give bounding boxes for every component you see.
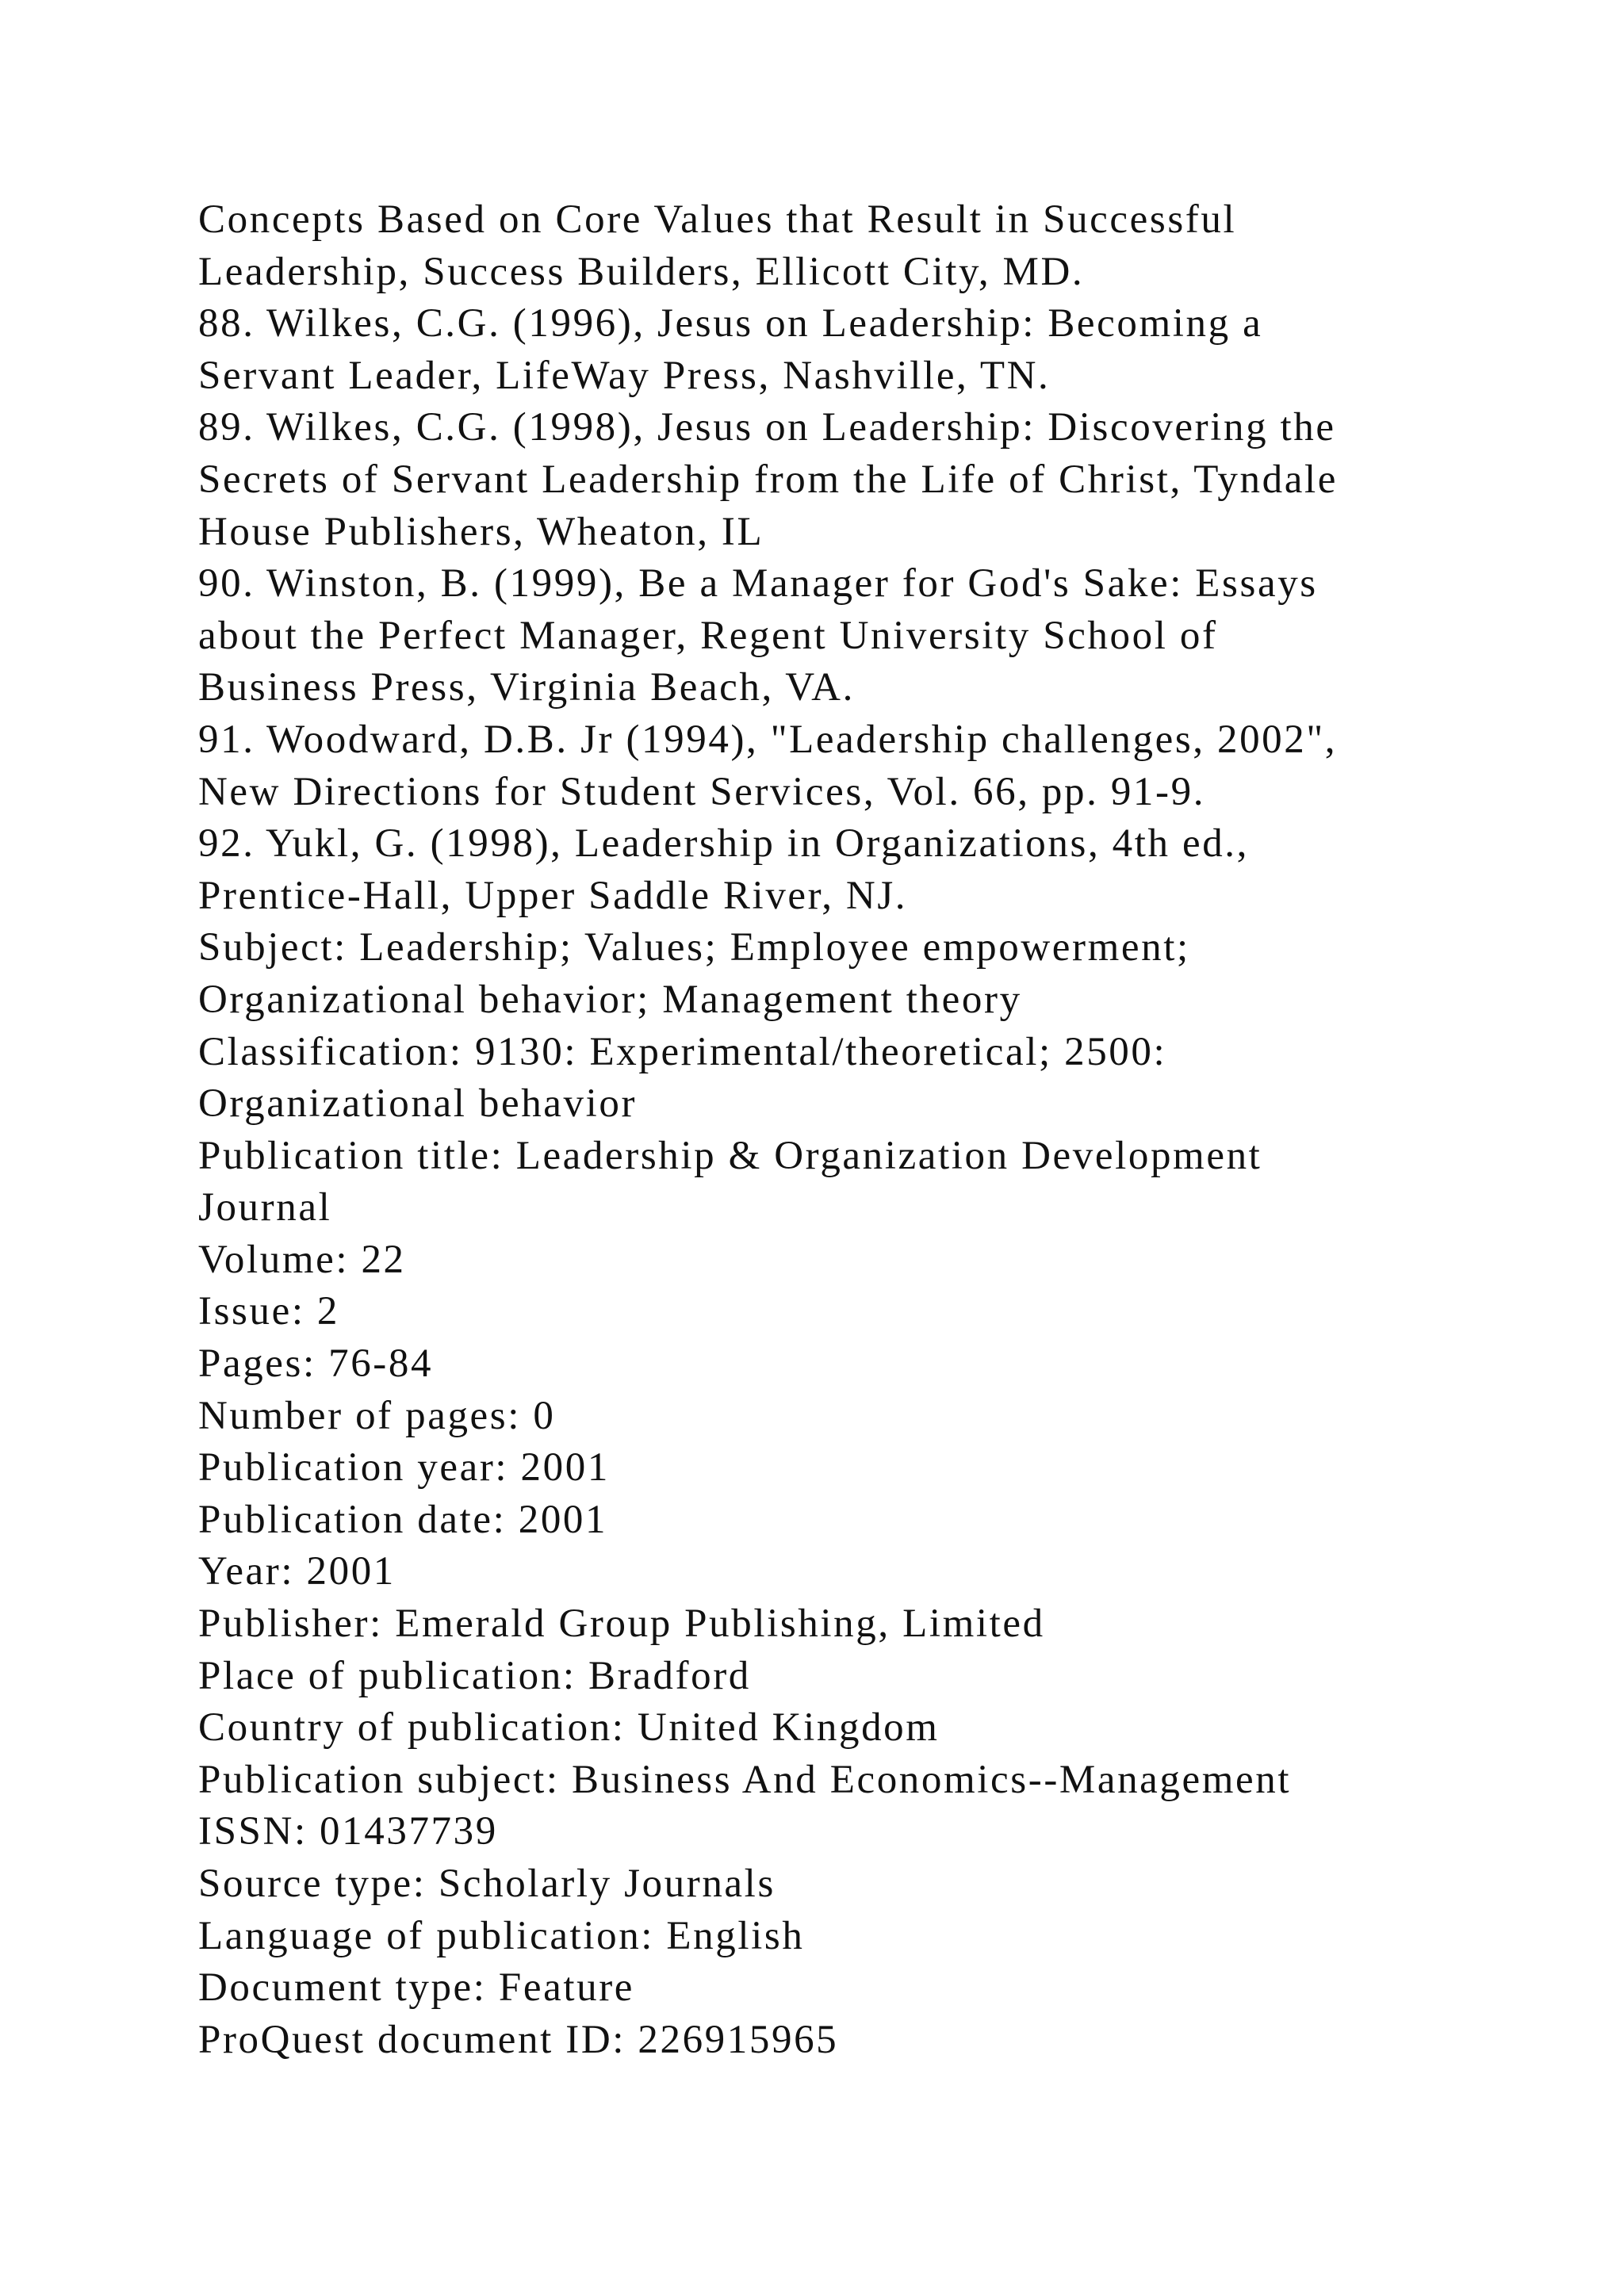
reference-89-line: House Publishers, Wheaton, IL	[198, 509, 764, 554]
reference-89-line: Secrets of Servant Leadership from the Life of Christ, Tyndale	[198, 457, 1338, 502]
classification-field: Classification: 9130: Experimental/theoretical; 2500:	[198, 1029, 1167, 1074]
classification-field: Organizational behavior	[198, 1081, 638, 1127]
reference-88-line: 88. Wilkes, C.G. (1996), Jesus on Leadership: Becoming a	[198, 301, 1263, 346]
publication-subject-field: Publication subject: Business And Economics--Management	[198, 1757, 1292, 1802]
reference-92-line: Prentice-Hall, Upper Saddle River, NJ.	[198, 873, 908, 918]
year-field: Year: 2001	[198, 1549, 396, 1594]
document-text	[198, 194, 1467, 2066]
reference-90-line: about the Perfect Manager, Regent University School of	[198, 613, 1218, 658]
language-field: Language of publication: English	[198, 1913, 805, 1958]
reference-89-line: 89. Wilkes, C.G. (1998), Jesus on Leadership: Discovering the	[198, 405, 1336, 450]
reference-87-continuation-line: Leadership, Success Builders, Ellicott City, MD.	[198, 249, 1085, 294]
publication-date-field: Publication date: 2001	[198, 1497, 608, 1542]
reference-88-line: Servant Leader, LifeWay Press, Nashville, TN.	[198, 353, 1051, 398]
proquest-document-id-field: ProQuest document ID: 226915965	[198, 2017, 839, 2062]
subject-field: Organizational behavior; Management theory	[198, 977, 1022, 1022]
document-type-field: Document type: Feature	[198, 1965, 635, 2011]
reference-87-continuation-line: Concepts Based on Core Values that Result in Successful	[198, 197, 1237, 242]
number-of-pages-field: Number of pages: 0	[198, 1393, 556, 1438]
issue-field: Issue: 2	[198, 1289, 340, 1334]
pages-field: Pages: 76-84	[198, 1341, 434, 1387]
reference-90-line: 90. Winston, B. (1999), Be a Manager for God's Sake: Essays	[198, 561, 1318, 607]
country-of-publication-field: Country of publication: United Kingdom	[198, 1705, 940, 1751]
publication-title-field: Publication title: Leadership & Organization Development	[198, 1133, 1262, 1178]
reference-91-line: New Directions for Student Services, Vol. 66, pp. 91-9.	[198, 769, 1206, 814]
source-type-field: Source type: Scholarly Journals	[198, 1862, 776, 1906]
place-of-publication-field: Place of publication: Bradford	[198, 1653, 751, 1698]
reference-90-line: Business Press, Virginia Beach, VA.	[198, 665, 855, 710]
publisher-field: Publisher: Emerald Group Publishing, Limited	[198, 1601, 1045, 1647]
issn-field: ISSN: 01437739	[198, 1809, 498, 1854]
publication-title-field: Journal	[198, 1185, 332, 1230]
subject-field: Subject: Leadership; Values; Employee empowerment;	[198, 925, 1190, 970]
reference-92-line: 92. Yukl, G. (1998), Leadership in Organizations, 4th ed.,	[198, 821, 1249, 867]
reference-91-line: 91. Woodward, D.B. Jr (1994), "Leadership challenges, 2002",	[198, 717, 1338, 762]
publication-year-field: Publication year: 2001	[198, 1445, 610, 1490]
volume-field: Volume: 22	[198, 1237, 406, 1282]
